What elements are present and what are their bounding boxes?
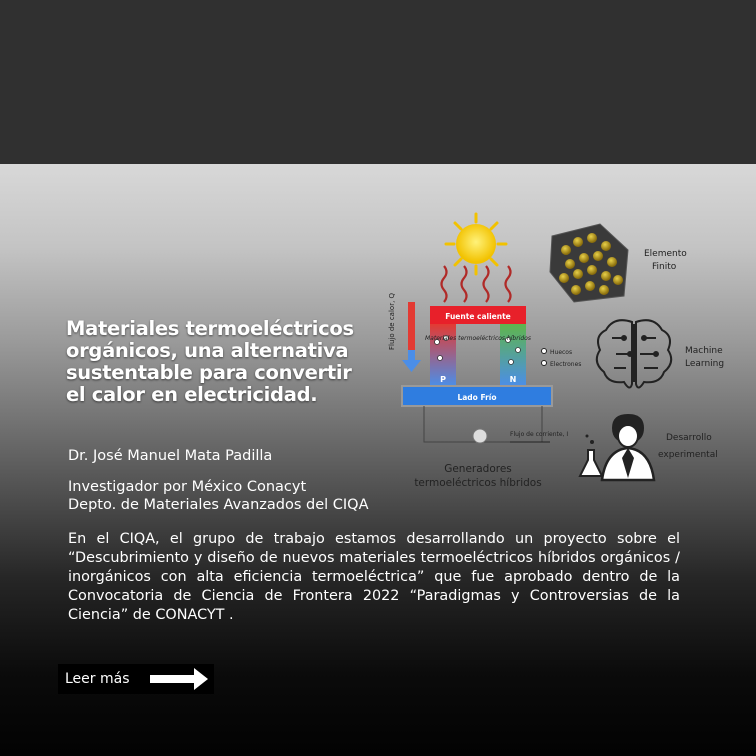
holes-label: Huecos	[550, 349, 573, 356]
author-name: Dr. José Manuel Mata Padilla	[68, 448, 273, 464]
top-dark-band	[0, 0, 756, 164]
sun-icon	[446, 214, 506, 274]
heat-flow-arrow-icon	[402, 302, 421, 372]
experimental-label-2: experimental	[658, 450, 718, 460]
cold-side-label: Lado Frío	[457, 393, 497, 402]
current-flow-label: Flujo de corriente, I	[510, 431, 569, 438]
affiliation-line: Investigador por México Conacyt	[68, 479, 307, 495]
title-line: Materiales termoeléctricos	[66, 317, 354, 340]
article-title	[66, 318, 396, 406]
affiliation-line: Depto. de Materiales Avanzados del CIQA	[68, 497, 369, 513]
bulb-icon	[473, 429, 487, 443]
thermoelectric-diagram	[380, 210, 756, 500]
author-affiliation	[68, 478, 369, 514]
p-label: P	[440, 375, 446, 384]
ml-label-1: Machine	[685, 346, 723, 356]
title-line: sustentable para convertir	[66, 361, 352, 384]
read-more-label: Leer más	[65, 671, 130, 687]
title-line: el calor en electricidad.	[66, 383, 318, 406]
ml-label-2: Learning	[685, 359, 725, 369]
cube-icon	[550, 224, 628, 302]
brain-icon	[597, 320, 671, 387]
experimental-label-1: Desarrollo	[666, 433, 712, 443]
n-label: N	[509, 375, 517, 384]
generators-label-1: Generadores	[444, 463, 512, 475]
finite-element-label-2: Finito	[652, 262, 677, 272]
electrons-dot	[542, 361, 547, 366]
generators-label-2: termoeléctricos híbridos	[414, 477, 542, 489]
read-more-button[interactable]	[58, 664, 214, 694]
article-summary: En el CIQA, el grupo de trabajo estamos desarrollando un proyecto sobre el “Descubrimiento y diseño de nuevos materiales termoeléctricos híbridos orgánicos / inorgánicos con alta eficiencia termoeléctrica” que fue aprobado dentro de la Convocatoria de Ciencia de Frontera 2022 “Paradigmas y Controversias de la Ciencia” de CONACYT .	[68, 531, 680, 623]
title-line: orgánicos, una alternativa	[66, 339, 349, 362]
arrow-right-icon	[150, 667, 210, 691]
hot-source-label: Fuente caliente	[445, 312, 511, 321]
heat-flow-label: Flujo de calor, Q	[388, 292, 396, 350]
holes-dot	[542, 349, 547, 354]
materials-label: Materiales termoeléctricos híbridos	[425, 335, 531, 342]
scientist-icon	[580, 414, 654, 480]
finite-element-label-1: Elemento	[644, 249, 687, 259]
electrons-label: Electrones	[550, 361, 582, 368]
